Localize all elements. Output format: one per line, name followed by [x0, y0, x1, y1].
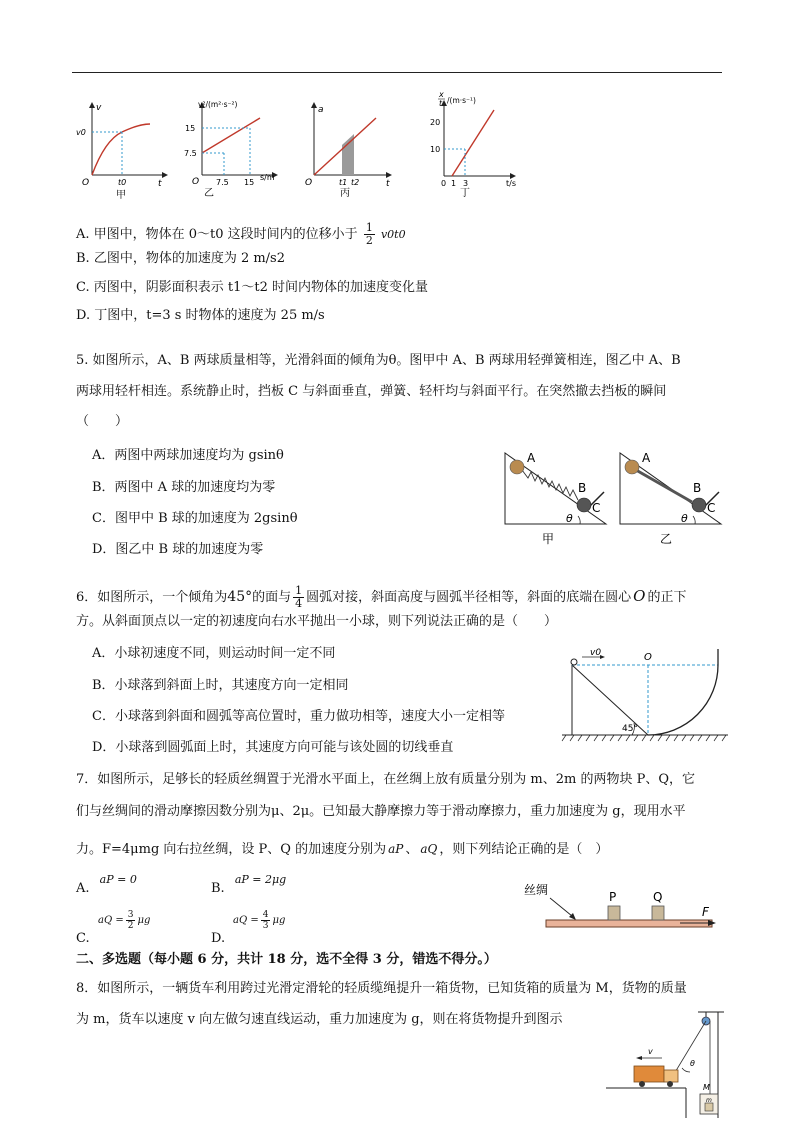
graph-yi-xtick-7.5: 7.5: [216, 178, 229, 187]
q4-option-b: B. 乙图中，物体的加速度为 2 m/s2: [76, 251, 286, 266]
q8-figure: [606, 1006, 726, 1121]
q7-option-c-expr: [98, 910, 150, 931]
graph-yi: [180, 98, 280, 203]
q7-stem-line2: 们与丝绸间的滑动摩擦因数分别为μ、2μ。已知最大静摩擦力等于滑动摩擦力，重力加速度为 g，现用水平: [76, 804, 686, 819]
graph-yi-ytick-7.5: 7.5: [184, 149, 197, 158]
graph-ding-ylabel-den: t: [439, 99, 443, 108]
graph-yi-xlabel: s/m: [260, 173, 275, 182]
graph-jia-origin: O: [82, 178, 90, 188]
q7-option-a: [76, 873, 137, 898]
q6-frac-den: 4: [295, 597, 303, 610]
q4-option-a-v0t0: v0t0: [380, 228, 406, 241]
q7-option-c-label: C.: [76, 931, 90, 946]
graph-ding-xtick-1: 1: [451, 179, 457, 188]
q4-option-a-text: A. 甲图中，物体在 0～t0 这段时间内的位移小于: [76, 227, 358, 242]
graph-jia-ylabel: v: [96, 103, 102, 113]
graph-ding-xtick-3: 3: [463, 179, 469, 188]
graph-jia-v0: v0: [76, 128, 86, 137]
q8-stem-line2: 为 m，货车以速度 v 向左做匀速直线运动，重力加速度为 g，则在将货物提升到图示: [76, 1012, 563, 1027]
q8-fig-theta: θ: [690, 1059, 695, 1068]
q6-stem-part-c: 圆弧对接，斜面高度与圆弧半径相等，斜面的底端在圆心: [306, 590, 632, 605]
q5-fig-jia-B: B: [578, 481, 587, 495]
q7-option-d: [211, 910, 286, 946]
q4-option-a-fraction: [364, 222, 375, 247]
q5-fig-yi-theta: θ: [681, 512, 688, 525]
graph-ding-xtick-0: 0: [441, 179, 447, 188]
graph-ding-xlabel: t/s: [506, 179, 516, 188]
graph-ding-ylabel-num: x: [439, 90, 444, 99]
q7-option-d-num: 4: [262, 910, 269, 920]
q7-fig-silk-label: 丝绸: [524, 883, 549, 897]
q5-fig-jia-C: C: [592, 501, 601, 515]
q7-option-d-frac: [261, 910, 271, 931]
q6-option-d: D．小球落到圆弧面上时，其速度方向可能与该处圆的切线垂直: [92, 740, 454, 755]
q6-fig-v0: v0: [590, 648, 602, 658]
q6-stem-line2: 方。从斜面顶点以一定的初速度向右水平抛出一小球，则下列说法正确的是（ ）: [76, 614, 558, 629]
q7-fig-P: P: [609, 890, 617, 904]
graph-bing-caption: 丙: [340, 188, 350, 199]
q8-fig-m: m: [706, 1097, 712, 1104]
q4-option-a-num: 1: [365, 221, 373, 234]
q7-option-d-expr: [233, 910, 285, 931]
q7-option-d-rhs: μg: [272, 915, 286, 926]
q7-option-b-expr: aP = 2μg: [234, 873, 287, 886]
q7-aQ: aQ: [420, 842, 438, 856]
q7-stem-line3: [76, 840, 608, 859]
q8-stem-line1: 8．如图所示，一辆货车利用跨过光滑定滑轮的轻质缆绳提升一箱货物，已知货箱的质量为 M，货物的质量: [76, 981, 687, 996]
q5-option-a: A．两图中两球加速度均为 gsinθ: [92, 448, 284, 463]
graph-bing-t2: t2: [351, 178, 360, 187]
q6-stem-line1: [76, 585, 686, 610]
graph-jia-xlabel: t: [158, 179, 162, 189]
q5-fig-yi-caption: 乙: [660, 532, 673, 546]
graph-yi-ytick-15: 15: [185, 124, 196, 133]
q6-stem-part-a: 6．如图所示，一个倾角为: [76, 590, 228, 605]
q4-option-c: C. 丙图中，阴影面积表示 t1～t2 时间内物体的加速度变化量: [76, 280, 429, 295]
q7-stem3-part-a: 力。F=4μmg 向右拉丝绸，设 P、Q 的加速度分别为: [76, 842, 387, 857]
q5-option-b: B．两图中 A 球的加速度均为零: [92, 480, 276, 495]
q5-fig-jia-caption: 甲: [542, 532, 555, 546]
q6-figure: [560, 643, 730, 743]
q8-fig-M: M: [703, 1083, 710, 1092]
graph-yi-caption: 乙: [204, 188, 214, 199]
q5-paren: （ ）: [76, 414, 129, 429]
q5-fig-jia-theta: θ: [566, 512, 573, 525]
q5-stem-line2: 两球用轻杆相连。系统静止时，挡板 C 与斜面垂直，弹簧、轻杆均与斜面平行。在突然撤去挡板的瞬间: [76, 384, 667, 399]
q7-stem-line1: 7．如图所示，足够长的轻质丝绸置于光滑水平面上，在丝绸上放有质量分别为 m、2m 的两物块 P、Q，它: [76, 772, 695, 787]
q5-fig-yi-A: A: [642, 451, 651, 465]
graph-ding-ytick-20: 20: [430, 118, 441, 127]
q4-option-a: [76, 222, 406, 247]
q6-center-O: O: [633, 587, 646, 605]
q6-stem-part-b: 的面与: [252, 590, 292, 605]
q7-option-c-num: 3: [127, 910, 134, 920]
graph-ding: [418, 88, 528, 198]
graph-yi-origin: O: [192, 177, 200, 187]
q7-option-d-den: 3: [262, 921, 269, 931]
q6-fig-O: O: [644, 652, 652, 663]
q6-angle: 45°: [227, 589, 253, 605]
q7-aP: aP: [388, 842, 404, 856]
q7-option-d-label: D.: [211, 931, 226, 946]
q7-fig-Q: Q: [653, 890, 663, 904]
q5-option-d: D．图乙中 B 球的加速度为零: [92, 542, 264, 557]
q7-option-c-frac: [126, 910, 136, 931]
q7-option-c-den: 2: [127, 921, 134, 931]
graph-bing-t1: t1: [339, 178, 348, 187]
q5-fig-yi-C: C: [707, 501, 716, 515]
graph-ding-ytick-10: 10: [430, 145, 441, 154]
q6-fig-angle: 45°: [622, 724, 638, 734]
q6-frac-num: 1: [295, 584, 303, 597]
q8-fig-v: v: [648, 1047, 653, 1056]
q5-option-c: C．图甲中 B 球的加速度为 2gsinθ: [92, 511, 298, 526]
q7-fig-F: F: [702, 905, 709, 919]
q7-option-c: [76, 910, 151, 946]
graph-bing-xlabel: t: [386, 179, 390, 189]
q5-stem-line1: 5. 如图所示，A、B 两球质量相等，光滑斜面的倾角为θ。图甲中 A、B 两球用轻弹簧相连，图乙中 A、B: [76, 353, 681, 368]
graph-yi-xtick-15: 15: [244, 178, 255, 187]
q6-option-b: B．小球落到斜面上时，其速度方向一定相同: [92, 678, 349, 693]
q4-option-a-den: 2: [365, 234, 373, 247]
q5-fig-jia-A: A: [527, 451, 536, 465]
graph-jia: [70, 100, 170, 205]
q7-option-c-lhs: aQ =: [98, 915, 124, 926]
q7-option-a-label: A.: [76, 881, 90, 896]
q6-stem-part-d: 的正下: [647, 590, 687, 605]
q5-figure: [500, 448, 730, 548]
q7-stem3-part-b: ，则下列结论正确的是（ ）: [439, 842, 609, 857]
q6-option-a: A．小球初速度不同，则运动时间一定不同: [92, 646, 336, 661]
graph-jia-t0: t0: [118, 178, 127, 187]
q5-fig-yi-B: B: [693, 481, 702, 495]
section2-title: 二、多选题（每小题 6 分，共计 18 分，选不全得 3 分，错选不得分。）: [76, 952, 497, 967]
graph-bing: [300, 100, 400, 205]
q7-option-a-expr: aP = 0: [99, 873, 137, 886]
graph-bing-ylabel: a: [318, 105, 324, 115]
q7-option-c-rhs: μg: [137, 915, 151, 926]
graph-ding-caption: 丁: [460, 188, 470, 198]
graph-jia-caption: 甲: [116, 190, 126, 201]
q6-quarter-fraction: [293, 585, 304, 610]
graph-yi-ylabel: v²/(m²·s⁻²): [198, 100, 238, 109]
q7-option-b-label: B.: [211, 881, 225, 896]
q7-sep: 、: [405, 842, 419, 857]
graph-ding-ylabel-unit: /(m·s⁻¹): [447, 96, 476, 105]
q7-option-d-lhs: aQ =: [233, 915, 259, 926]
q6-option-c: C．小球落到斜面和圆弧等高位置时，重力做功相等，速度大小一定相等: [92, 709, 505, 724]
header-rule: [72, 72, 722, 73]
q4-option-d: D. 丁图中，t=3 s 时物体的速度为 25 m/s: [76, 308, 325, 323]
graph-bing-origin: O: [305, 178, 313, 188]
q7-figure: [520, 876, 720, 938]
